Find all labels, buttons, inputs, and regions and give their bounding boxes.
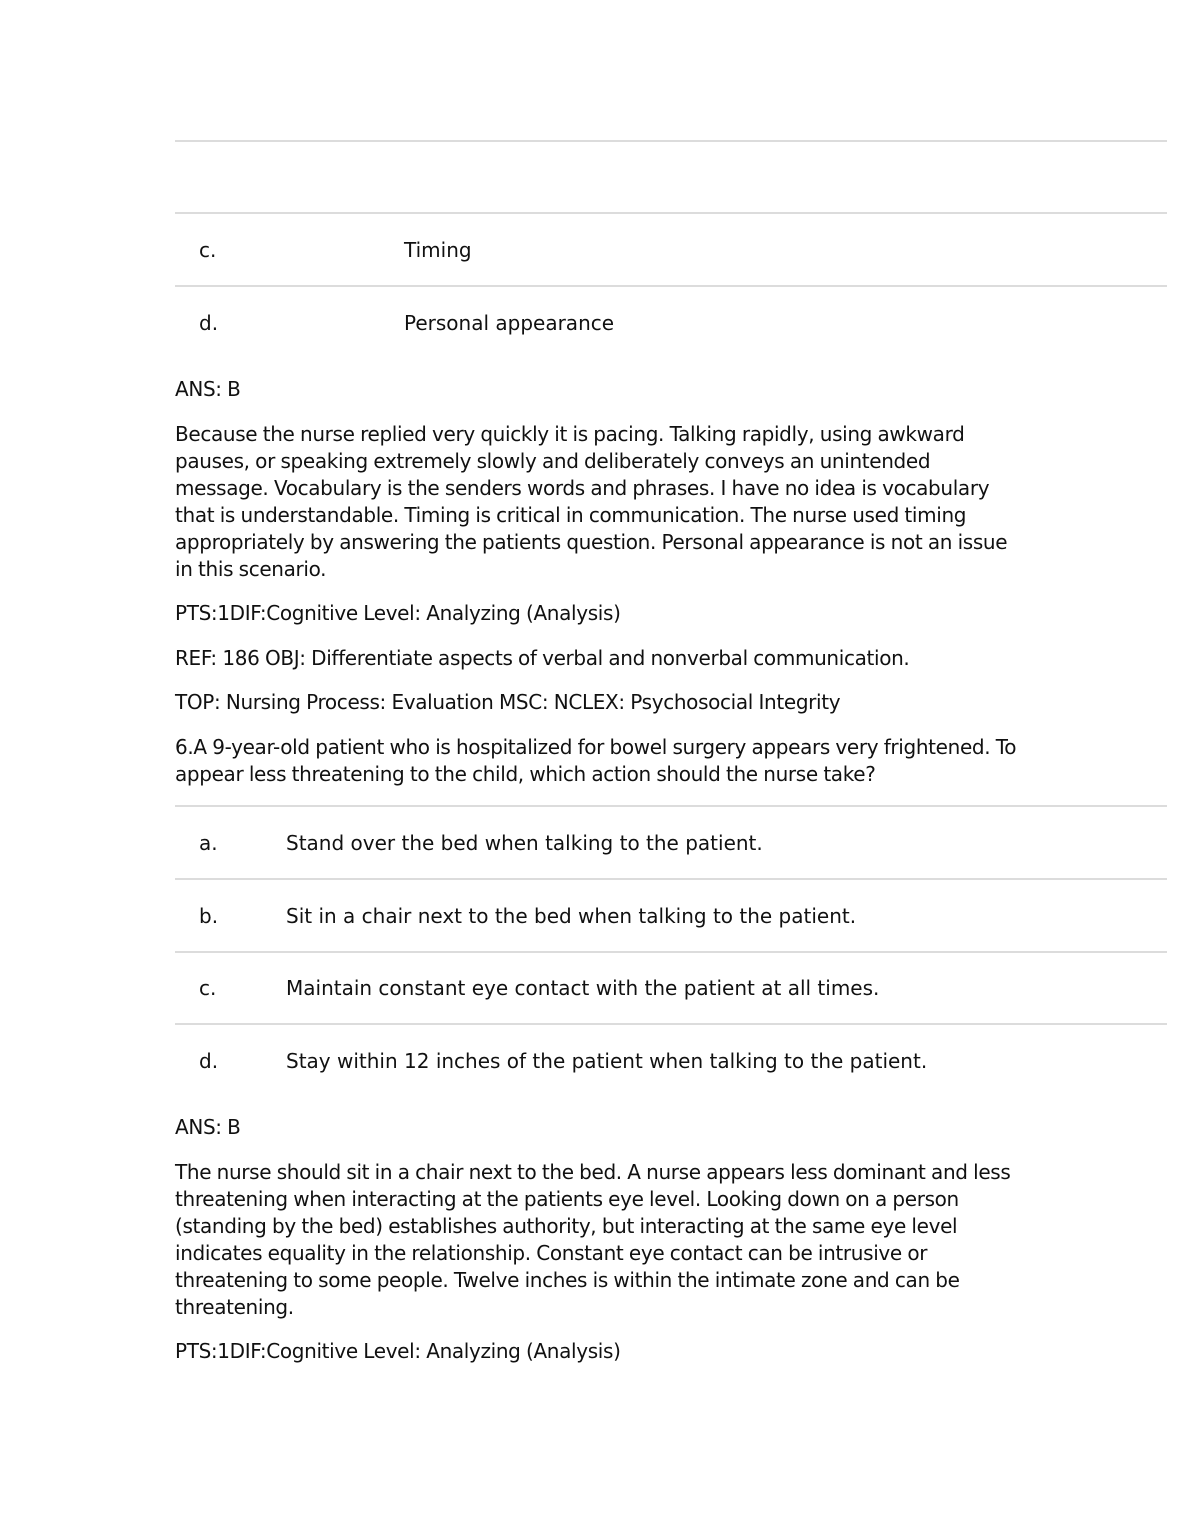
option-text: Timing xyxy=(404,238,472,262)
table-divider xyxy=(175,140,1167,142)
reference-objective: REF: 186 OBJ: Differentiate aspects of verbal and nonverbal communication. xyxy=(175,646,910,670)
answer-option-a xyxy=(175,807,1167,879)
option-letter: d. xyxy=(199,311,219,335)
option-letter: c. xyxy=(199,976,217,1000)
option-text: Sit in a chair next to the bed when talking to the patient. xyxy=(286,904,857,928)
option-text: Stay within 12 inches of the patient when talking to the patient. xyxy=(286,1049,928,1073)
option-letter: c. xyxy=(199,238,217,262)
option-text: Maintain constant eye contact with the patient at all times. xyxy=(286,976,880,1000)
option-letter: d. xyxy=(199,1049,219,1073)
answer-key: ANS: B xyxy=(175,1115,241,1139)
option-text: Stand over the bed when talking to the patient. xyxy=(286,831,763,855)
answer-option-d xyxy=(175,1025,1167,1097)
answer-key: ANS: B xyxy=(175,377,241,401)
answer-option-c xyxy=(175,952,1167,1024)
rationale-paragraph: The nurse should sit in a chair next to the bed. A nurse appears less dominant and less threatening when interacting at the patients eye level. Looking down on a person (standing by the bed) establishes authority, but interacting at the same eye level indicates equality in the relationship. Constant eye contact can be intrusive or threatening to some people. Twelve inches is within the intimate zone and can be threatening. xyxy=(175,1160,1011,1319)
question-stem: 6.A 9-year-old patient who is hospitalized for bowel surgery appears very frightened. To appear less threatening to the child, which action should the nurse take? xyxy=(175,735,1017,786)
answer-option-c xyxy=(175,214,1167,286)
option-text: Personal appearance xyxy=(404,311,615,335)
option-letter: a. xyxy=(199,831,218,855)
answer-option-d xyxy=(175,287,1167,359)
topic-msc: TOP: Nursing Process: Evaluation MSC: NCLEX: Psychosocial Integrity xyxy=(175,690,841,714)
answer-option-b xyxy=(175,880,1167,952)
option-letter: b. xyxy=(199,904,219,928)
points-difficulty: PTS:1DIF:Cognitive Level: Analyzing (Analysis) xyxy=(175,1339,621,1363)
rationale-paragraph: Because the nurse replied very quickly it is pacing. Talking rapidly, using awkward pauses, or speaking extremely slowly and deliberately conveys an unintended message. Vocabulary is the senders words and phrases. I have no idea is vocabulary that is understandable. Timing is critical in communication. The nurse used timing appropriately by answering the patients question. Personal appearance is not an issue in this scenario. xyxy=(175,422,1008,581)
points-difficulty: PTS:1DIF:Cognitive Level: Analyzing (Analysis) xyxy=(175,601,621,625)
